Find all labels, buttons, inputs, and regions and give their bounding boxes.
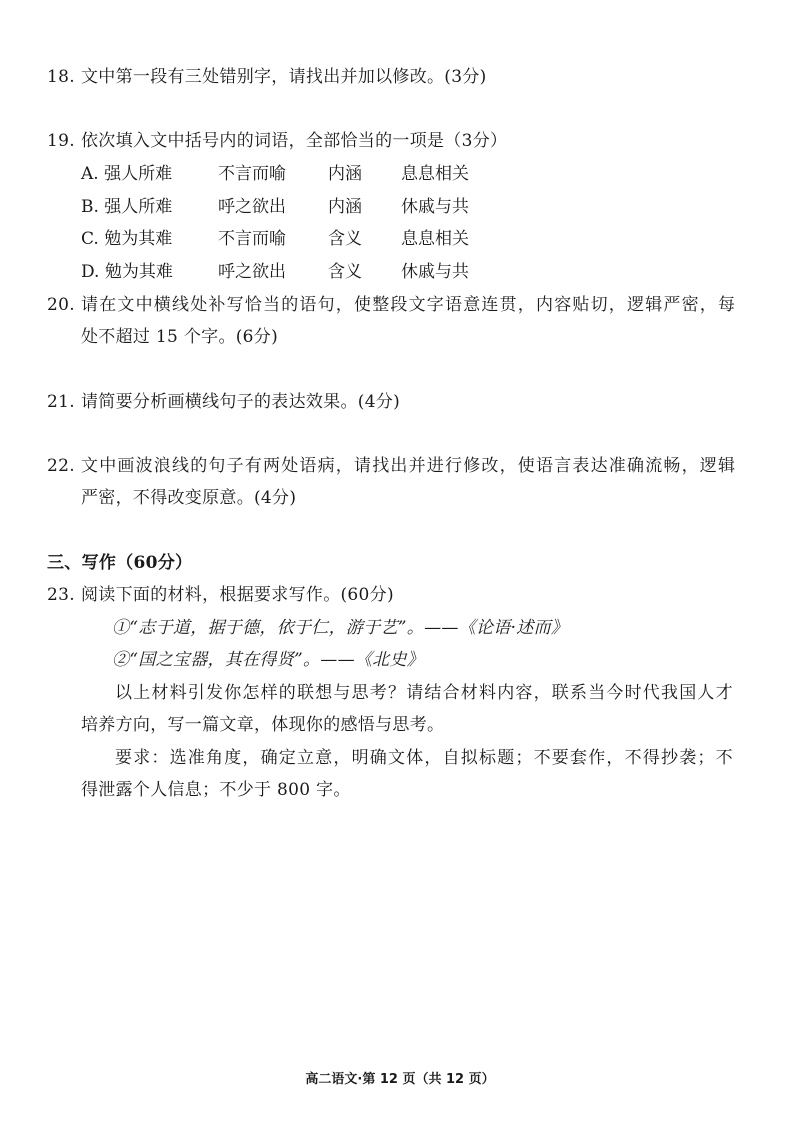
page-footer: 高二语文·第 12 页（共 12 页） bbox=[305, 1072, 495, 1087]
material-2: ②“国之宝器，其在得贤”。——《北史》 bbox=[112, 650, 425, 670]
question-number: 22. bbox=[47, 456, 75, 476]
question-23 bbox=[47, 584, 394, 606]
question-number: 21. bbox=[47, 392, 75, 412]
question-text: 文中第一段有三处错别字，请找出并加以修改。(3分) bbox=[81, 67, 487, 87]
option-label: A. 强人所难 bbox=[81, 164, 173, 184]
option-d bbox=[81, 261, 641, 283]
option-word-2: 不言而喻 bbox=[218, 229, 286, 249]
writing-requirements: 要求：选准角度，确定立意，明确文体，自拟标题；不要套作，不得抄袭；不 bbox=[115, 748, 734, 768]
option-word-4: 息息相关 bbox=[401, 164, 469, 184]
question-text: 依次填入文中括号内的词语，全部恰当的一项是（3分） bbox=[81, 131, 508, 151]
question-number: 20. bbox=[47, 295, 75, 315]
question-text: 请简要分析画横线句子的表达效果。(4分) bbox=[81, 392, 401, 412]
option-word-2: 呼之欲出 bbox=[218, 262, 286, 282]
section-title: 三、写作（60分） bbox=[47, 553, 193, 573]
option-word-3: 内涵 bbox=[328, 164, 362, 184]
question-text: 请在文中横线处补写恰当的语句，使整段文字语意连贯，内容贴切，逻辑严密，每 bbox=[81, 295, 737, 315]
question-number: 23. bbox=[47, 585, 75, 605]
question-20-cont bbox=[81, 326, 278, 348]
question-text: 文中画波浪线的句子有两处语病，请找出并进行修改，使语言表达准确流畅，逻辑 bbox=[81, 456, 737, 476]
option-word-2: 呼之欲出 bbox=[218, 197, 286, 217]
question-text: 阅读下面的材料，根据要求写作。(60分) bbox=[81, 585, 394, 605]
option-word-4: 息息相关 bbox=[401, 229, 469, 249]
option-word-4: 休戚与共 bbox=[401, 262, 469, 282]
option-a bbox=[81, 163, 641, 185]
option-c bbox=[81, 228, 641, 250]
question-19 bbox=[47, 130, 507, 152]
question-number: 19. bbox=[47, 131, 75, 151]
writing-prompt: 以上材料引发你怎样的联想与思考？请结合材料内容，联系当今时代我国人才 bbox=[115, 683, 734, 703]
option-label: B. 强人所难 bbox=[81, 197, 173, 217]
option-word-2: 不言而喻 bbox=[218, 164, 286, 184]
writing-prompt-cont: 培养方向，写一篇文章，体现你的感悟与思考。 bbox=[81, 715, 445, 735]
option-label: D. 勉为其难 bbox=[81, 262, 173, 282]
question-21 bbox=[47, 391, 400, 413]
question-22-cont bbox=[81, 487, 296, 509]
material-1: ①“志于道，据于德，依于仁，游于艺”。——《论语·述而》 bbox=[112, 618, 569, 638]
option-word-3: 含义 bbox=[328, 262, 362, 282]
option-label: C. 勉为其难 bbox=[81, 229, 173, 249]
option-b bbox=[81, 196, 641, 218]
question-text: 严密，不得改变原意。(4分) bbox=[81, 488, 297, 508]
question-20 bbox=[47, 294, 736, 316]
writing-requirements-cont: 得泄露个人信息；不少于 800 字。 bbox=[81, 780, 351, 800]
option-word-3: 内涵 bbox=[328, 197, 362, 217]
question-number: 18. bbox=[47, 67, 75, 87]
question-text: 处不超过 15 个字。(6分) bbox=[81, 327, 279, 347]
question-22 bbox=[47, 455, 736, 477]
question-18 bbox=[47, 66, 487, 88]
option-word-4: 休戚与共 bbox=[401, 197, 469, 217]
option-word-3: 含义 bbox=[328, 229, 362, 249]
